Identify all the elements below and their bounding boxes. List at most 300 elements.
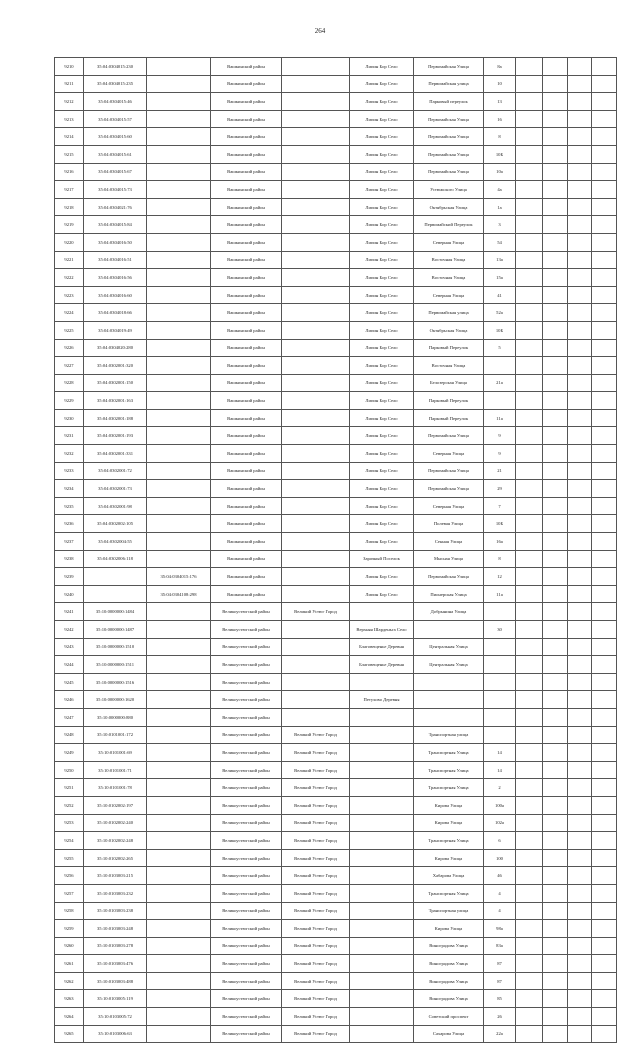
empty-cell [568, 445, 592, 463]
district-cell: Вашкинский район [211, 286, 282, 304]
table-row [55, 163, 617, 181]
street-cell: Первомайская Улица [414, 427, 484, 445]
city-cell: Великий Устюг Город [282, 726, 350, 744]
empty-cell [516, 1025, 543, 1043]
city-cell: Великий Устюг Город [282, 937, 350, 955]
city-cell [282, 110, 350, 128]
cadastral-number-cell: 35:04:0304021:76 [84, 198, 147, 216]
settlement-cell: Липин Бор Село [350, 357, 414, 375]
street-cell: Северная Улица [414, 445, 484, 463]
street-cell: Центральная Улица [414, 638, 484, 656]
empty-cell [568, 409, 592, 427]
empty-cell [543, 726, 568, 744]
house-number-cell: 85 [484, 990, 516, 1008]
table-row [55, 1008, 617, 1026]
empty-cell [592, 145, 617, 163]
city-cell [282, 251, 350, 269]
empty-cell [568, 374, 592, 392]
row-number-cell: 9218 [55, 198, 84, 216]
house-number-cell: 3 [484, 216, 516, 234]
cadastral-number-cell: 35:10:0102002:240 [84, 814, 147, 832]
cadastral-number-cell: 35:10:0000000:1510 [84, 638, 147, 656]
cadastral-number-cell: 35:04:0302001:188 [84, 409, 147, 427]
empty-cell [592, 884, 617, 902]
empty-cell [516, 585, 543, 603]
street-cell: Первомайская улица [414, 75, 484, 93]
empty-cell [568, 392, 592, 410]
empty-cell [543, 603, 568, 621]
empty-cell [592, 832, 617, 850]
district-cell: Вашкинский район [211, 269, 282, 287]
table-row [55, 58, 617, 76]
house-number-cell: 22а [484, 1025, 516, 1043]
house-number-cell: 52а [484, 304, 516, 322]
city-cell [282, 445, 350, 463]
city-cell [282, 656, 350, 674]
cadastral-number-alt-cell [147, 533, 211, 551]
empty-cell [592, 198, 617, 216]
empty-cell [592, 357, 617, 375]
settlement-cell [350, 744, 414, 762]
empty-cell [568, 550, 592, 568]
table-row [55, 937, 617, 955]
row-number-cell: 9262 [55, 972, 84, 990]
row-number-cell: 9236 [55, 515, 84, 533]
empty-cell [568, 832, 592, 850]
empty-cell [543, 814, 568, 832]
row-number-cell: 9243 [55, 638, 84, 656]
empty-cell [516, 445, 543, 463]
row-number-cell: 9249 [55, 744, 84, 762]
empty-cell [543, 145, 568, 163]
cadastral-number-cell: 35:04:0302004:55 [84, 533, 147, 551]
house-number-cell: 11а [484, 585, 516, 603]
city-cell: Великий Устюг Город [282, 972, 350, 990]
table-row [55, 198, 617, 216]
empty-cell [592, 568, 617, 586]
settlement-cell: Липин Бор Село [350, 339, 414, 357]
empty-cell [516, 744, 543, 762]
empty-cell [592, 744, 617, 762]
row-number-cell: 9240 [55, 585, 84, 603]
district-cell: Великоустюгский район [211, 920, 282, 938]
street-cell: Парковый Переулок [414, 392, 484, 410]
empty-cell [516, 779, 543, 797]
street-cell: Пионерская Улица [414, 585, 484, 603]
city-cell [282, 462, 350, 480]
empty-cell [592, 110, 617, 128]
district-cell: Великоустюгский район [211, 884, 282, 902]
empty-cell [543, 392, 568, 410]
city-cell [282, 568, 350, 586]
empty-cell [592, 233, 617, 251]
row-number-cell: 9222 [55, 269, 84, 287]
cadastral-number-cell: 35:10:0103003:278 [84, 937, 147, 955]
table-row [55, 251, 617, 269]
cadastral-number-cell: 35:10:0103005:119 [84, 990, 147, 1008]
empty-cell [568, 339, 592, 357]
empty-cell [568, 321, 592, 339]
empty-cell [516, 58, 543, 76]
empty-cell [516, 480, 543, 498]
street-cell: Мысная Улица [414, 550, 484, 568]
page-number: 264 [314, 27, 326, 35]
district-cell: Великоустюгский район [211, 656, 282, 674]
table-row [55, 779, 617, 797]
row-number-cell: 9259 [55, 920, 84, 938]
house-number-cell: 21а [484, 374, 516, 392]
settlement-cell [350, 920, 414, 938]
cadastral-number-cell: 35:04:0304015:230 [84, 58, 147, 76]
settlement-cell [350, 673, 414, 691]
house-number-cell: 29 [484, 480, 516, 498]
empty-cell [568, 867, 592, 885]
empty-cell [592, 691, 617, 709]
street-cell: Транспортная Улица [414, 832, 484, 850]
settlement-cell: Липин Бор Село [350, 233, 414, 251]
house-number-cell [484, 726, 516, 744]
street-cell: Первомайская Улица [414, 145, 484, 163]
empty-cell [592, 321, 617, 339]
city-cell: Великий Устюг Город [282, 990, 350, 1008]
table-row [55, 656, 617, 674]
settlement-cell: Петухово Деревня [350, 691, 414, 709]
empty-cell [543, 691, 568, 709]
house-number-cell: 14 [484, 761, 516, 779]
cadastral-number-cell: 35:04:0302001:193 [84, 427, 147, 445]
district-cell: Вашкинский район [211, 462, 282, 480]
district-cell: Великоустюгский район [211, 726, 282, 744]
row-number-cell: 9226 [55, 339, 84, 357]
cadastral-number-alt-cell [147, 374, 211, 392]
row-number-cell: 9230 [55, 409, 84, 427]
empty-cell [543, 708, 568, 726]
empty-cell [516, 110, 543, 128]
house-number-cell: 26 [484, 1008, 516, 1026]
table-row [55, 550, 617, 568]
house-number-cell [484, 708, 516, 726]
house-number-cell: 4а [484, 181, 516, 199]
empty-cell [516, 163, 543, 181]
settlement-cell: Липин Бор Село [350, 321, 414, 339]
table-row [55, 744, 617, 762]
cadastral-number-cell: 35:10:0000000:1620 [84, 691, 147, 709]
empty-cell [568, 198, 592, 216]
district-cell: Вашкинский район [211, 392, 282, 410]
empty-cell [568, 972, 592, 990]
house-number-cell [484, 656, 516, 674]
empty-cell [592, 779, 617, 797]
cadastral-number-alt-cell [147, 726, 211, 744]
empty-cell [592, 339, 617, 357]
empty-cell [516, 937, 543, 955]
cadastral-number-cell: 35:10:0102002:197 [84, 796, 147, 814]
cadastral-number-alt-cell [147, 884, 211, 902]
street-cell: Виноградова Улица [414, 972, 484, 990]
district-cell: Великоустюгский район [211, 744, 282, 762]
table-row [55, 515, 617, 533]
house-number-cell [484, 603, 516, 621]
district-cell: Великоустюгский район [211, 796, 282, 814]
city-cell [282, 638, 350, 656]
street-cell: Советский проспект [414, 1008, 484, 1026]
row-number-cell: 9213 [55, 110, 84, 128]
row-number-cell: 9255 [55, 849, 84, 867]
cadastral-number-cell: 35:10:0103003:215 [84, 867, 147, 885]
cadastral-number-alt-cell [147, 75, 211, 93]
empty-cell [543, 462, 568, 480]
empty-cell [543, 849, 568, 867]
settlement-cell: Липин Бор Село [350, 374, 414, 392]
table-row [55, 110, 617, 128]
city-cell [282, 708, 350, 726]
city-cell: Великий Устюг Город [282, 832, 350, 850]
city-cell [282, 357, 350, 375]
settlement-cell [350, 990, 414, 1008]
cadastral-number-alt-cell [147, 796, 211, 814]
empty-cell [516, 93, 543, 111]
house-number-cell: 2 [484, 779, 516, 797]
district-cell: Великоустюгский район [211, 937, 282, 955]
settlement-cell: Верхняя Шарденьга Село [350, 621, 414, 639]
table-row [55, 955, 617, 973]
street-cell: Виноградова Улица [414, 937, 484, 955]
table-row [55, 181, 617, 199]
empty-cell [592, 128, 617, 146]
city-cell [282, 409, 350, 427]
street-cell: Кирова Улица [414, 796, 484, 814]
settlement-cell: Липин Бор Село [350, 198, 414, 216]
settlement-cell: Благовещенье Деревня [350, 656, 414, 674]
district-cell: Вашкинский район [211, 585, 282, 603]
cadastral-number-cell: 35:10:0000000:1516 [84, 673, 147, 691]
empty-cell [543, 550, 568, 568]
house-number-cell [484, 691, 516, 709]
empty-cell [516, 691, 543, 709]
empty-cell [568, 708, 592, 726]
table-row [55, 374, 617, 392]
table-row [55, 691, 617, 709]
settlement-cell: Липин Бор Село [350, 304, 414, 322]
district-cell: Великоустюгский район [211, 902, 282, 920]
table-row [55, 832, 617, 850]
street-cell: Хабарова Улица [414, 867, 484, 885]
empty-cell [543, 744, 568, 762]
district-cell: Вашкинский район [211, 357, 282, 375]
city-cell [282, 269, 350, 287]
cadastral-number-alt-cell [147, 128, 211, 146]
empty-cell [516, 832, 543, 850]
row-number-cell: 9234 [55, 480, 84, 498]
empty-cell [543, 233, 568, 251]
district-cell: Вашкинский район [211, 339, 282, 357]
cadastral-number-cell: 35:04:0304015:73 [84, 181, 147, 199]
empty-cell [543, 920, 568, 938]
table-row [55, 972, 617, 990]
empty-cell [568, 1008, 592, 1026]
house-number-cell: 11а [484, 409, 516, 427]
empty-cell [516, 638, 543, 656]
house-number-cell: 14 [484, 744, 516, 762]
district-cell: Великоустюгский район [211, 849, 282, 867]
empty-cell [543, 832, 568, 850]
cadastral-number-alt-cell [147, 779, 211, 797]
cadastral-number-alt-cell [147, 1008, 211, 1026]
cadastral-number-alt-cell [147, 497, 211, 515]
cadastral-number-alt-cell [147, 920, 211, 938]
row-number-cell: 9232 [55, 445, 84, 463]
table-row [55, 603, 617, 621]
empty-cell [568, 585, 592, 603]
settlement-cell: Липин Бор Село [350, 163, 414, 181]
street-cell: Транспортная улица [414, 726, 484, 744]
empty-cell [516, 392, 543, 410]
empty-cell [568, 849, 592, 867]
empty-cell [592, 515, 617, 533]
settlement-cell: Липин Бор Село [350, 251, 414, 269]
empty-cell [543, 515, 568, 533]
city-cell [282, 93, 350, 111]
empty-cell [543, 251, 568, 269]
cadastral-number-alt-cell [147, 392, 211, 410]
street-cell: Октябрьская Улица [414, 198, 484, 216]
empty-cell [592, 1008, 617, 1026]
city-cell [282, 75, 350, 93]
empty-cell [568, 286, 592, 304]
empty-cell [543, 972, 568, 990]
empty-cell [568, 937, 592, 955]
table-row [55, 638, 617, 656]
empty-cell [568, 796, 592, 814]
empty-cell [568, 163, 592, 181]
empty-cell [568, 497, 592, 515]
table-row [55, 884, 617, 902]
table-row [55, 708, 617, 726]
cadastral-number-cell: 35:04:0302001:150 [84, 374, 147, 392]
district-cell: Вашкинский район [211, 233, 282, 251]
empty-cell [516, 515, 543, 533]
cadastral-number-cell: 35:10:0103003:232 [84, 884, 147, 902]
street-cell: Первомайская Улица [414, 58, 484, 76]
cadastral-number-alt-cell [147, 251, 211, 269]
empty-cell [568, 515, 592, 533]
cadastral-number-cell: 35:10:0101001:69 [84, 744, 147, 762]
house-number-cell: 10Б [484, 515, 516, 533]
empty-cell [543, 937, 568, 955]
city-cell [282, 691, 350, 709]
house-number-cell: 16а [484, 533, 516, 551]
cadastral-number-cell: 35:10:0103003:248 [84, 920, 147, 938]
table-row [55, 726, 617, 744]
row-number-cell: 9260 [55, 937, 84, 955]
city-cell: Великий Устюг Город [282, 603, 350, 621]
settlement-cell [350, 849, 414, 867]
district-cell: Великоустюгский район [211, 1008, 282, 1026]
empty-cell [592, 445, 617, 463]
district-cell: Вашкинский район [211, 304, 282, 322]
city-cell [282, 550, 350, 568]
row-number-cell: 9210 [55, 58, 84, 76]
cadastral-number-cell: 35:10:0101001:71 [84, 761, 147, 779]
district-cell: Вашкинский район [211, 251, 282, 269]
empty-cell [516, 990, 543, 1008]
empty-cell [516, 198, 543, 216]
street-cell: Восточная Улица [414, 357, 484, 375]
city-cell [282, 304, 350, 322]
cadastral-number-cell: 35:10:0103003:476 [84, 955, 147, 973]
cadastral-number-cell: 35:04:0302002:105 [84, 515, 147, 533]
district-cell: Вашкинский район [211, 181, 282, 199]
empty-cell [568, 269, 592, 287]
cadastral-number-cell: 35:04:0304016:50 [84, 233, 147, 251]
cadastral-number-cell: 35:04:0302001:73 [84, 480, 147, 498]
empty-cell [543, 533, 568, 551]
settlement-cell [350, 726, 414, 744]
cadastral-number-cell: 35:10:0103006:63 [84, 1025, 147, 1043]
table-row [55, 849, 617, 867]
empty-cell [516, 339, 543, 357]
district-cell: Великоустюгский район [211, 814, 282, 832]
settlement-cell: Липин Бор Село [350, 145, 414, 163]
empty-cell [516, 321, 543, 339]
empty-cell [516, 462, 543, 480]
empty-cell [543, 568, 568, 586]
empty-cell [592, 286, 617, 304]
row-number-cell: 9228 [55, 374, 84, 392]
row-number-cell: 9244 [55, 656, 84, 674]
cadastral-number-alt-cell [147, 445, 211, 463]
house-number-cell: 12 [484, 568, 516, 586]
empty-cell [592, 656, 617, 674]
table-row [55, 321, 617, 339]
row-number-cell: 9245 [55, 673, 84, 691]
empty-cell [543, 497, 568, 515]
settlement-cell [350, 603, 414, 621]
street-cell: Полевая Улица [414, 515, 484, 533]
empty-cell [543, 304, 568, 322]
district-cell: Великоустюгский район [211, 972, 282, 990]
empty-cell [516, 497, 543, 515]
empty-cell [543, 163, 568, 181]
row-number-cell: 9241 [55, 603, 84, 621]
cadastral-number-alt-cell [147, 321, 211, 339]
cadastral-number-cell: 35:04:0302001:320 [84, 357, 147, 375]
house-number-cell [484, 392, 516, 410]
empty-cell [543, 621, 568, 639]
empty-cell [516, 849, 543, 867]
empty-cell [568, 779, 592, 797]
table-row [55, 673, 617, 691]
empty-cell [516, 955, 543, 973]
settlement-cell: Благовещенье Деревня [350, 638, 414, 656]
row-number-cell: 9242 [55, 621, 84, 639]
row-number-cell: 9225 [55, 321, 84, 339]
table-row [55, 445, 617, 463]
street-cell: Парковый Переулок [414, 339, 484, 357]
district-cell: Вашкинский район [211, 145, 282, 163]
settlement-cell: Липин Бор Село [350, 58, 414, 76]
city-cell [282, 128, 350, 146]
city-cell: Великий Устюг Город [282, 867, 350, 885]
cadastral-number-alt-cell [147, 181, 211, 199]
empty-cell [592, 163, 617, 181]
empty-cell [543, 796, 568, 814]
row-number-cell: 9246 [55, 691, 84, 709]
empty-cell [568, 427, 592, 445]
row-number-cell: 9248 [55, 726, 84, 744]
table-row [55, 462, 617, 480]
empty-cell [568, 603, 592, 621]
